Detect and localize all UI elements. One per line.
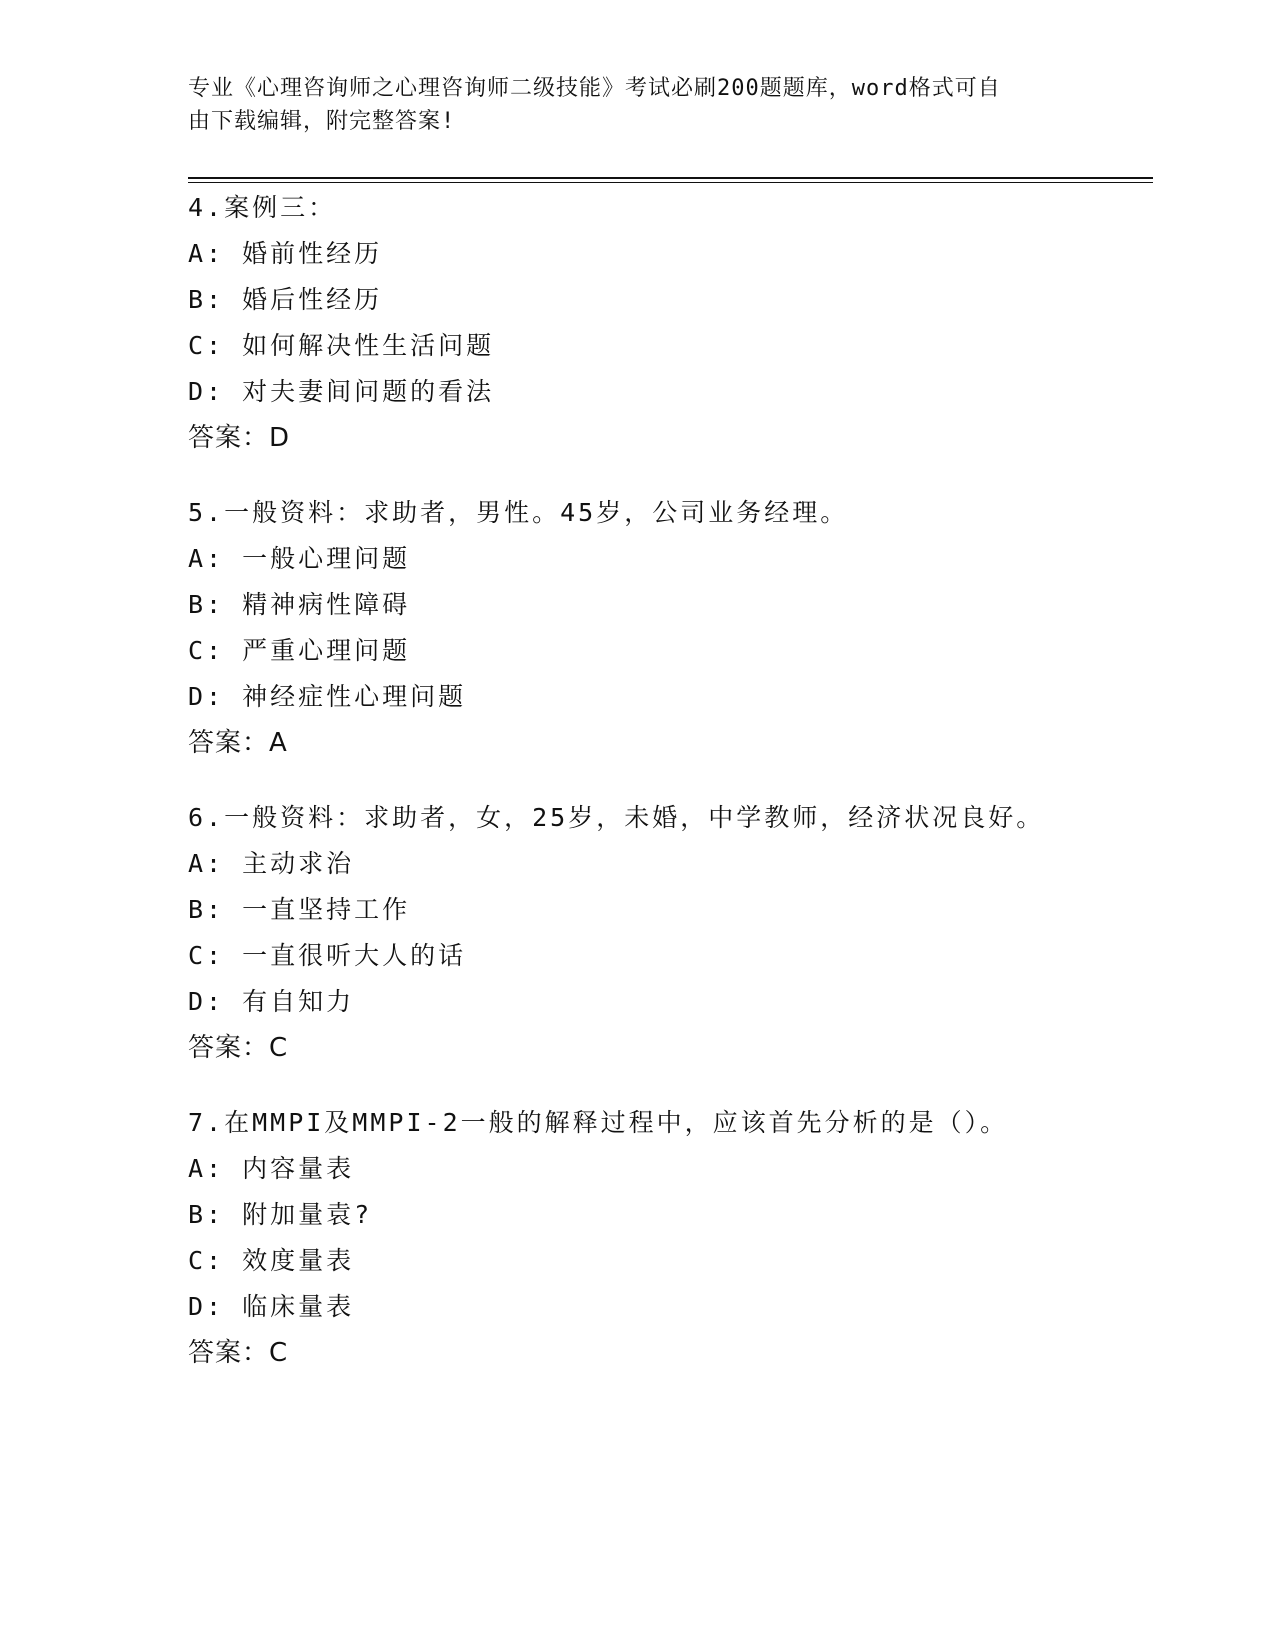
option-b: B: 一直坚持工作 bbox=[188, 895, 411, 924]
header-divider-thin bbox=[188, 182, 1153, 183]
question-block-5 bbox=[188, 490, 1148, 766]
option-a: A: 婚前性经历 bbox=[188, 239, 383, 268]
answer-line: 答案：D bbox=[188, 423, 291, 453]
option-d: D: 临床量表 bbox=[188, 1292, 355, 1321]
question-block-6 bbox=[188, 795, 1148, 1071]
option-b: B: 婚后性经历 bbox=[188, 285, 383, 314]
document-header bbox=[188, 72, 1068, 138]
question-stem: 5.一般资料：求助者，男性。45岁，公司业务经理。 bbox=[188, 498, 849, 527]
header-line-1: 专业《心理咨询师之心理咨询师二级技能》考试必刷200题题库，word格式可自 bbox=[188, 76, 1001, 101]
question-block-7 bbox=[188, 1100, 1148, 1376]
option-c: C: 如何解决性生活问题 bbox=[188, 331, 495, 360]
option-c: C: 一直很听大人的话 bbox=[188, 941, 467, 970]
option-d: D: 有自知力 bbox=[188, 987, 355, 1016]
header-divider-thick bbox=[188, 177, 1153, 179]
option-a: A: 内容量表 bbox=[188, 1154, 355, 1183]
question-stem: 6.一般资料：求助者，女，25岁，未婚，中学教师，经济状况良好。 bbox=[188, 803, 1045, 832]
option-d: D: 神经症性心理问题 bbox=[188, 682, 467, 711]
answer-line: 答案：C bbox=[188, 1338, 289, 1368]
option-b: B: 精神病性障碍 bbox=[188, 590, 411, 619]
question-stem: 4.案例三： bbox=[188, 193, 337, 222]
option-a: A: 主动求治 bbox=[188, 849, 355, 878]
question-stem: 7.在MMPI及MMPI-2一般的解释过程中，应该首先分析的是（）。 bbox=[188, 1108, 1009, 1137]
question-block-4 bbox=[188, 185, 1148, 461]
option-a: A: 一般心理问题 bbox=[188, 544, 411, 573]
answer-line: 答案：A bbox=[188, 728, 288, 758]
option-d: D: 对夫妻间问题的看法 bbox=[188, 377, 495, 406]
header-line-2: 由下载编辑，附完整答案! bbox=[188, 109, 456, 134]
option-c: C: 严重心理问题 bbox=[188, 636, 411, 665]
option-b: B: 附加量袁? bbox=[188, 1200, 373, 1229]
answer-line: 答案：C bbox=[188, 1033, 289, 1063]
option-c: C: 效度量表 bbox=[188, 1246, 355, 1275]
